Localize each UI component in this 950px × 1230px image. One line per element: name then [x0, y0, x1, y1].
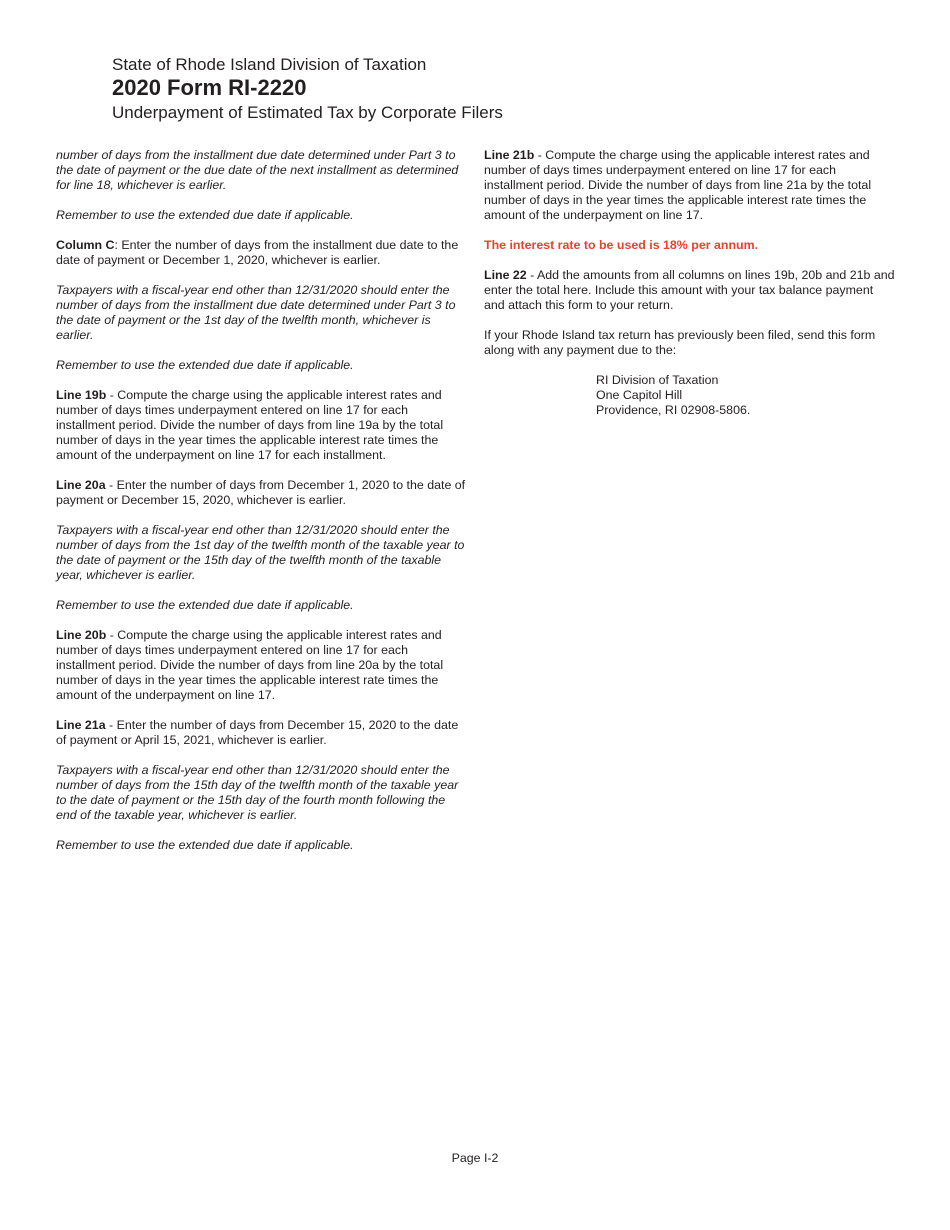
- line-19b-label: Line 19b: [56, 388, 107, 402]
- line-20b-text: - Compute the charge using the applicable interest rates and number of days times underpayment entered on line 17 for each installment period. Divide the number of days from line 20a by the total number of days in the year times the applicable interest rate times the amount of the underpayment on line 17.: [56, 628, 444, 702]
- line-22-text: - Add the amounts from all columns on lines 19b, 20b and 21b and enter the total here. Include this amount with your tax balance payment and attach this form to your return.: [484, 268, 895, 312]
- line-19b-instruction: [56, 388, 468, 463]
- line-21a-text: - Enter the number of days from December 15, 2020 to the date of payment or April 15, 2021, whichever is earlier.: [56, 718, 459, 747]
- line-21b-instruction: [484, 148, 896, 223]
- page-number: Page I-2: [451, 1151, 499, 1165]
- fiscal-year-note: Taxpayers with a fiscal-year end other than 12/31/2020 should enter the number of days from the installment due date determined under Part 3 to the date of payment or the 1st day of the twelfth month, whichever is earlier.: [56, 283, 456, 342]
- line-21a-label: Line 21a: [56, 718, 106, 732]
- mailing-instruction: If your Rhode Island tax return has previously been filed, send this form along with any payment due to the:: [484, 328, 876, 357]
- fiscal-year-note: Taxpayers with a fiscal-year end other than 12/31/2020 should enter the number of days from the 1st day of the twelfth month of the taxable year to the date of payment or the 15th day of the twelfth month of the taxable year, whichever is earlier.: [56, 523, 465, 582]
- agency-name: State of Rhode Island Division of Taxation: [112, 55, 427, 74]
- line-21b-label: Line 21b: [484, 148, 535, 162]
- extended-due-date-reminder: Remember to use the extended due date if applicable.: [56, 358, 354, 372]
- address-line: Providence, RI 02908-5806.: [596, 403, 751, 417]
- address-line: RI Division of Taxation: [596, 373, 719, 387]
- left-column: [56, 148, 468, 868]
- line-20a-text: - Enter the number of days from December 1, 2020 to the date of payment or December 15, 2020, whichever is earlier.: [56, 478, 466, 507]
- extended-due-date-reminder: Remember to use the extended due date if applicable.: [56, 208, 354, 222]
- line-21b-text: - Compute the charge using the applicable interest rates and number of days times underpayment entered on line 17 for each installment period. Divide the number of days from line 21a by the total number of days in the year times the applicable interest rate times the amount of the underpayment on line 17.: [484, 148, 872, 222]
- line-22-instruction: [484, 268, 896, 313]
- right-column: [484, 148, 896, 418]
- line-20b-instruction: [56, 628, 468, 703]
- line-22-label: Line 22: [484, 268, 527, 282]
- column-c-text: : Enter the number of days from the installment due date to the date of payment or December 1, 2020, whichever is earlier.: [56, 238, 459, 267]
- column-c-instruction: [56, 238, 468, 268]
- form-header: [112, 54, 812, 125]
- extended-due-date-reminder: Remember to use the extended due date if applicable.: [56, 598, 354, 612]
- interest-rate-notice: The interest rate to be used is 18% per annum.: [484, 238, 759, 252]
- form-title: 2020 Form RI-2220: [112, 75, 307, 100]
- line-20a-instruction: [56, 478, 468, 508]
- line-20b-label: Line 20b: [56, 628, 107, 642]
- mailing-address: [596, 373, 896, 418]
- form-subtitle: Underpayment of Estimated Tax by Corporate Filers: [112, 103, 503, 122]
- line-20a-label: Line 20a: [56, 478, 106, 492]
- address-line: One Capitol Hill: [596, 388, 683, 402]
- extended-due-date-reminder: Remember to use the extended due date if applicable.: [56, 838, 354, 852]
- column-c-label: Column C: [56, 238, 115, 252]
- line-19b-text: - Compute the charge using the applicable interest rates and number of days times underpayment entered on line 17 for each installment period. Divide the number of days from line 19a by the total number of days in the year times the applicable interest rate times the amount of the underpayment on line 17 for each installment.: [56, 388, 444, 462]
- instruction-paragraph: number of days from the installment due date determined under Part 3 to the date of payment or the due date of the next installment as determined for line 18, whichever is earlier.: [56, 148, 459, 192]
- fiscal-year-note: Taxpayers with a fiscal-year end other than 12/31/2020 should enter the number of days from the 15th day of the twelfth month of the taxable year to the date of payment or the 15th day of the fourth month following the end of the taxable year, whichever is earlier.: [56, 763, 459, 822]
- line-21a-instruction: [56, 718, 468, 748]
